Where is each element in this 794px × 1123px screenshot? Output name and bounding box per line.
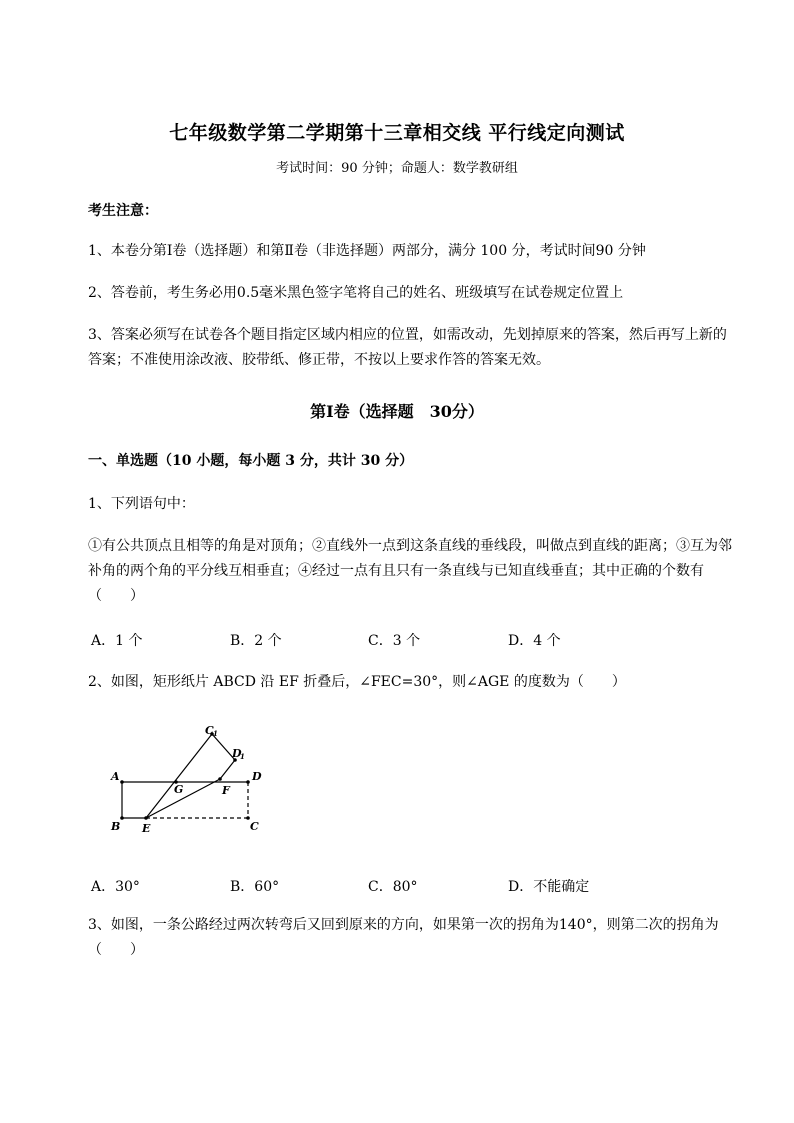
point-f xyxy=(218,777,222,781)
question-2-option-c: C．80° xyxy=(368,879,418,895)
folded-edge-ec1 xyxy=(146,734,212,818)
label-e: E xyxy=(142,822,151,835)
part-heading: 一、单选题（10 小题，每小题 3 分，共计 30 分） xyxy=(88,453,414,469)
label-d: D xyxy=(252,770,262,783)
label-d1-subscript: 1 xyxy=(240,752,245,761)
question-1-option-c: C．3 个 xyxy=(368,633,421,649)
notice-item-3: 3、答案必须写在试卷各个题目指定区域内相应的位置，如需改动，先划掉原来的答案，然后再写上新的答案；不准使用涂改液、胶带纸、修正带，不按以上要求作答的答案无效。 xyxy=(88,327,727,368)
folded-edge-d1f xyxy=(220,760,235,779)
question-1-option-d: D．4 个 xyxy=(508,633,561,649)
label-b: B xyxy=(111,820,121,833)
notice-heading: 考生注意： xyxy=(88,203,158,219)
notice-item-1: 1、本卷分第Ⅰ卷（选择题）和第Ⅱ卷（非选择题）两部分，满分 100 分，考试时间90 分钟 xyxy=(88,243,646,259)
question-2-option-d: D．不能确定 xyxy=(508,879,590,895)
section-title: 第Ⅰ卷（选择题 30分） xyxy=(310,402,484,421)
question-2-stem: 2、如图，矩形纸片 ABCD 沿 EF 折叠后，∠FEC=30°，则∠AGE 的度数为（ ） xyxy=(88,674,626,690)
exam-info: 考试时间：90 分钟；命题人：数学教研组 xyxy=(276,161,518,176)
notice-item-2: 2、答卷前，考生务必用0.5毫米黑色签字笔将自己的姓名、班级填写在试卷规定位置上 xyxy=(88,285,624,301)
folded-rectangle-figure xyxy=(108,722,268,838)
label-d1: D xyxy=(232,747,242,760)
question-2-option-a: A．30° xyxy=(91,879,140,895)
question-1-body: ①有公共顶点且相等的角是对顶角；②直线外一点到这条直线的垂线段，叫做点到直线的距离；③互为邻补角的两个角的平分线互相垂直；④经过一点有且只有一条直线与已知直线垂直；其中正确的个数有（ ） xyxy=(88,538,732,604)
label-c1: C xyxy=(205,724,214,737)
point-e xyxy=(144,816,148,820)
question-1-option-a: A．1 个 xyxy=(91,633,143,649)
page-title: 七年级数学第二学期第十三章相交线 平行线定向测试 xyxy=(169,122,625,144)
label-c1-subscript: 1 xyxy=(213,729,218,738)
label-c: C xyxy=(250,820,259,833)
question-1-option-b: B．2 个 xyxy=(230,633,282,649)
question-3-stem: 3、如图，一条公路经过两次转弯后又回到原来的方向，如果第一次的拐角为140°，则第二次的拐角为（ ） xyxy=(88,917,719,958)
label-g: G xyxy=(174,783,184,796)
label-f: F xyxy=(222,784,230,797)
question-1-stem: 1、下列语句中： xyxy=(88,496,195,512)
question-2-option-b: B．60° xyxy=(230,879,280,895)
point-b xyxy=(120,816,124,820)
point-d xyxy=(246,780,250,784)
label-a: A xyxy=(111,770,120,783)
point-a xyxy=(120,780,124,784)
